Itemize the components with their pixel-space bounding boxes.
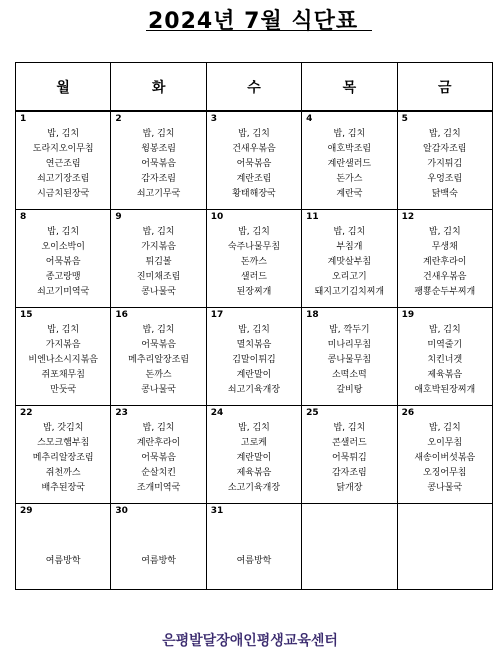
weekday-header-wed: 수 — [206, 63, 301, 112]
vacation-note: 여름방학 — [236, 556, 272, 566]
day-number: 8 — [20, 212, 27, 222]
menu-item: 쇠고기무국 — [136, 189, 181, 199]
day-cell — [397, 210, 492, 308]
menu-item: 조개미역국 — [136, 483, 181, 493]
menu-item: 고로케 — [240, 438, 268, 448]
menu-item: 팽뿅순두부찌개 — [414, 287, 476, 297]
week-row — [16, 111, 493, 210]
day-number: 2 — [115, 114, 122, 124]
day-cell — [206, 406, 301, 504]
menu-item: 감자조림 — [141, 174, 176, 184]
day-cell — [397, 406, 492, 504]
menu-item: 밥, 김치 — [238, 129, 270, 139]
day-cell — [206, 308, 301, 406]
day-number: 22 — [20, 408, 33, 418]
menu-item: 치킨너겟 — [427, 355, 463, 365]
menu-item: 미역줄기 — [427, 340, 463, 350]
day-cell — [16, 308, 111, 406]
day-cell — [111, 210, 206, 308]
menu-item: 어묵볶음 — [141, 453, 176, 463]
day-cell — [397, 504, 492, 590]
title-area — [0, 0, 500, 40]
menu-items — [16, 323, 110, 398]
menu-items — [16, 127, 110, 202]
menu-items — [398, 127, 492, 202]
menu-item: 밥, 김치 — [47, 227, 80, 237]
menu-item: 오리고기 — [331, 272, 367, 282]
page-title: 2024년 7월 식단표 — [148, 9, 359, 34]
menu-item: 오이소박이 — [41, 242, 85, 252]
menu-item: 계란조림 — [236, 174, 272, 184]
day-cell — [111, 504, 206, 590]
menu-items — [398, 421, 492, 496]
menu-items — [111, 127, 205, 202]
day-number: 31 — [210, 506, 224, 516]
menu-item: 종고랑맹 — [45, 272, 81, 282]
day-number: 3 — [210, 114, 218, 124]
week-row — [16, 210, 493, 308]
day-cell — [111, 406, 206, 504]
menu-items — [111, 421, 205, 496]
meal-calendar — [15, 62, 493, 590]
menu-item: 돈가스 — [336, 174, 363, 184]
menu-item: 쇠고기미역국 — [37, 287, 90, 297]
menu-item: 가지튀김 — [427, 159, 463, 169]
menu-item: 계란국 — [336, 189, 363, 199]
menu-item: 밥, 김치 — [238, 227, 270, 237]
menu-items — [111, 225, 205, 300]
menu-item: 밥, 김치 — [47, 325, 80, 335]
menu-item: 된장찌개 — [236, 287, 272, 297]
menu-item: 밥, 김치 — [333, 129, 366, 139]
menu-items — [207, 323, 301, 398]
menu-item: 계란후라이 — [423, 257, 467, 267]
menu-item: 윙봉조림 — [141, 144, 176, 154]
menu-item: 메추리알장조림 — [128, 355, 190, 365]
menu-items — [207, 127, 301, 202]
menu-item: 진미채조림 — [136, 272, 181, 282]
day-cell — [302, 308, 397, 406]
day-number: 17 — [210, 310, 224, 320]
title-underline — [146, 30, 372, 31]
menu-item: 계맛살부침 — [327, 257, 372, 267]
day-cell — [302, 210, 397, 308]
menu-item: 쇠고기장조림 — [37, 174, 90, 184]
menu-item: 배추된장국 — [41, 483, 85, 493]
menu-item: 어묵튀김 — [331, 453, 367, 463]
menu-item: 소떡소떡 — [331, 370, 367, 380]
menu-item: 황태해장국 — [232, 189, 276, 199]
menu-item: 비엔나소시지볶음 — [28, 355, 98, 365]
menu-item: 밥, 김치 — [428, 423, 461, 433]
menu-item: 콩나물국 — [141, 385, 176, 395]
day-number: 12 — [401, 212, 415, 222]
menu-item: 계란말이 — [236, 370, 272, 380]
menu-item: 김말이튀김 — [232, 355, 276, 365]
menu-item: 밥, 김치 — [238, 325, 270, 335]
menu-item: 가지볶음 — [141, 242, 176, 252]
menu-items — [302, 421, 396, 496]
menu-item: 밥, 깍두기 — [329, 325, 370, 335]
day-number: 15 — [20, 310, 33, 320]
menu-item: 소고기육개장 — [227, 483, 281, 493]
menu-item: 돼지고기김치찌개 — [314, 287, 385, 297]
day-cell — [16, 111, 111, 210]
menu-item: 연근조림 — [45, 159, 81, 169]
menu-items — [207, 225, 301, 300]
menu-item: 밥, 김치 — [428, 325, 461, 335]
week-row — [16, 308, 493, 406]
menu-item: 제육볶음 — [236, 468, 272, 478]
day-cell — [397, 308, 492, 406]
menu-item: 밥, 김치 — [238, 423, 270, 433]
menu-item: 계란말이 — [236, 453, 272, 463]
menu-item: 쥐천까스 — [45, 468, 81, 478]
day-number: 23 — [115, 408, 128, 418]
menu-item: 건새우볶음 — [423, 272, 467, 282]
day-number: 9 — [115, 212, 122, 222]
vacation-note: 여름방학 — [141, 556, 176, 566]
day-number: 5 — [401, 114, 408, 124]
day-cell — [16, 210, 111, 308]
menu-item: 만둣국 — [50, 385, 77, 395]
day-number: 30 — [115, 506, 128, 516]
day-cell — [302, 111, 397, 210]
menu-item: 밥, 김치 — [142, 325, 175, 335]
menu-item: 메추리알장조림 — [32, 453, 94, 463]
day-number: 4 — [306, 114, 313, 124]
menu-item: 멸치볶음 — [236, 340, 272, 350]
menu-item: 쥐포채무침 — [41, 370, 85, 380]
menu-item: 순살치킨 — [141, 468, 176, 478]
day-number: 16 — [115, 310, 128, 320]
day-number — [398, 504, 492, 517]
menu-item: 어묵볶음 — [141, 340, 176, 350]
day-number: 18 — [306, 310, 319, 320]
menu-item: 밥, 김치 — [428, 227, 461, 237]
day-number: 19 — [401, 310, 415, 320]
menu-item: 콩나물국 — [141, 287, 176, 297]
menu-item: 밥, 김치 — [333, 227, 366, 237]
day-number — [302, 504, 396, 517]
menu-item: 튀김볼 — [145, 257, 172, 267]
week-row — [16, 406, 493, 504]
day-number: 10 — [210, 212, 224, 222]
weekday-header-thu: 목 — [302, 63, 397, 112]
menu-item: 밥, 김치 — [142, 227, 175, 237]
weekday-header-row — [16, 63, 493, 112]
day-cell — [16, 406, 111, 504]
menu-item: 콘샐러드 — [331, 438, 367, 448]
day-cell — [206, 210, 301, 308]
menu-item: 콩나물무침 — [327, 355, 372, 365]
menu-item: 오이무침 — [427, 438, 463, 448]
menu-item: 애호박된장찌개 — [414, 385, 476, 395]
menu-items — [302, 323, 396, 398]
day-cell — [206, 504, 301, 590]
weekday-header-tue: 화 — [111, 63, 206, 112]
menu-item: 도라지오이무침 — [32, 144, 94, 154]
menu-items — [398, 225, 492, 300]
menu-items — [111, 323, 205, 398]
menu-item: 갈비탕 — [336, 385, 363, 395]
day-cell — [111, 111, 206, 210]
menu-item: 밥, 갓김치 — [42, 423, 84, 433]
menu-item: 밥, 김치 — [428, 129, 461, 139]
day-cell — [397, 111, 492, 210]
menu-item: 스모크햄부침 — [37, 438, 90, 448]
menu-item: 계란샐러드 — [327, 159, 372, 169]
day-number: 24 — [210, 408, 224, 418]
day-number: 26 — [401, 408, 415, 418]
menu-item: 애호박조림 — [327, 144, 372, 154]
menu-items — [16, 225, 110, 300]
menu-item: 숙주나물무침 — [227, 242, 281, 252]
menu-item: 밥, 김치 — [47, 129, 80, 139]
menu-item: 시금치된장국 — [37, 189, 90, 199]
day-number: 11 — [306, 212, 319, 222]
menu-item: 계란후라이 — [136, 438, 181, 448]
day-cell — [16, 504, 111, 590]
day-number: 29 — [20, 506, 33, 516]
menu-item: 무생채 — [431, 242, 458, 252]
menu-items — [302, 127, 396, 202]
day-cell — [302, 504, 397, 590]
weekday-header-fri: 금 — [397, 63, 492, 112]
menu-item: 미나리무침 — [327, 340, 372, 350]
weekday-header-mon: 월 — [16, 63, 111, 112]
menu-item: 밥, 김치 — [142, 129, 175, 139]
menu-items — [207, 421, 301, 496]
menu-item: 어묵볶음 — [236, 159, 272, 169]
menu-item: 건새우볶음 — [232, 144, 276, 154]
menu-item: 샐러드 — [240, 272, 268, 282]
menu-item: 돈까스 — [145, 370, 172, 380]
menu-item: 콩나물국 — [427, 483, 463, 493]
menu-item: 밥, 김치 — [333, 423, 366, 433]
menu-item: 어묵볶음 — [141, 159, 176, 169]
menu-items — [302, 225, 396, 300]
vacation-note: 여름방학 — [45, 556, 81, 566]
day-number: 1 — [20, 114, 27, 124]
menu-item: 알감자조림 — [423, 144, 467, 154]
menu-item: 닭백숙 — [431, 189, 458, 199]
menu-item: 부침개 — [336, 242, 363, 252]
menu-item: 밥, 김치 — [142, 423, 175, 433]
menu-item: 오징어무침 — [423, 468, 467, 478]
menu-item: 어묵볶음 — [45, 257, 81, 267]
center-name: 은평발달장애인평생교육센터 — [162, 633, 338, 649]
menu-item: 닭개장 — [336, 483, 363, 493]
day-cell — [206, 111, 301, 210]
menu-item: 제육볶음 — [427, 370, 463, 380]
menu-items — [398, 323, 492, 398]
menu-item: 감자조림 — [331, 468, 367, 478]
menu-item: 가지볶음 — [45, 340, 81, 350]
menu-item: 우엉조림 — [427, 174, 463, 184]
week-row — [16, 504, 493, 590]
menu-item: 돈까스 — [240, 257, 268, 267]
day-number: 25 — [306, 408, 319, 418]
menu-items — [16, 421, 110, 496]
menu-item: 쇠고기육개장 — [227, 385, 281, 395]
calendar-body — [16, 111, 493, 590]
menu-item: 새송이버섯볶음 — [414, 453, 476, 463]
day-cell — [302, 406, 397, 504]
day-cell — [111, 308, 206, 406]
